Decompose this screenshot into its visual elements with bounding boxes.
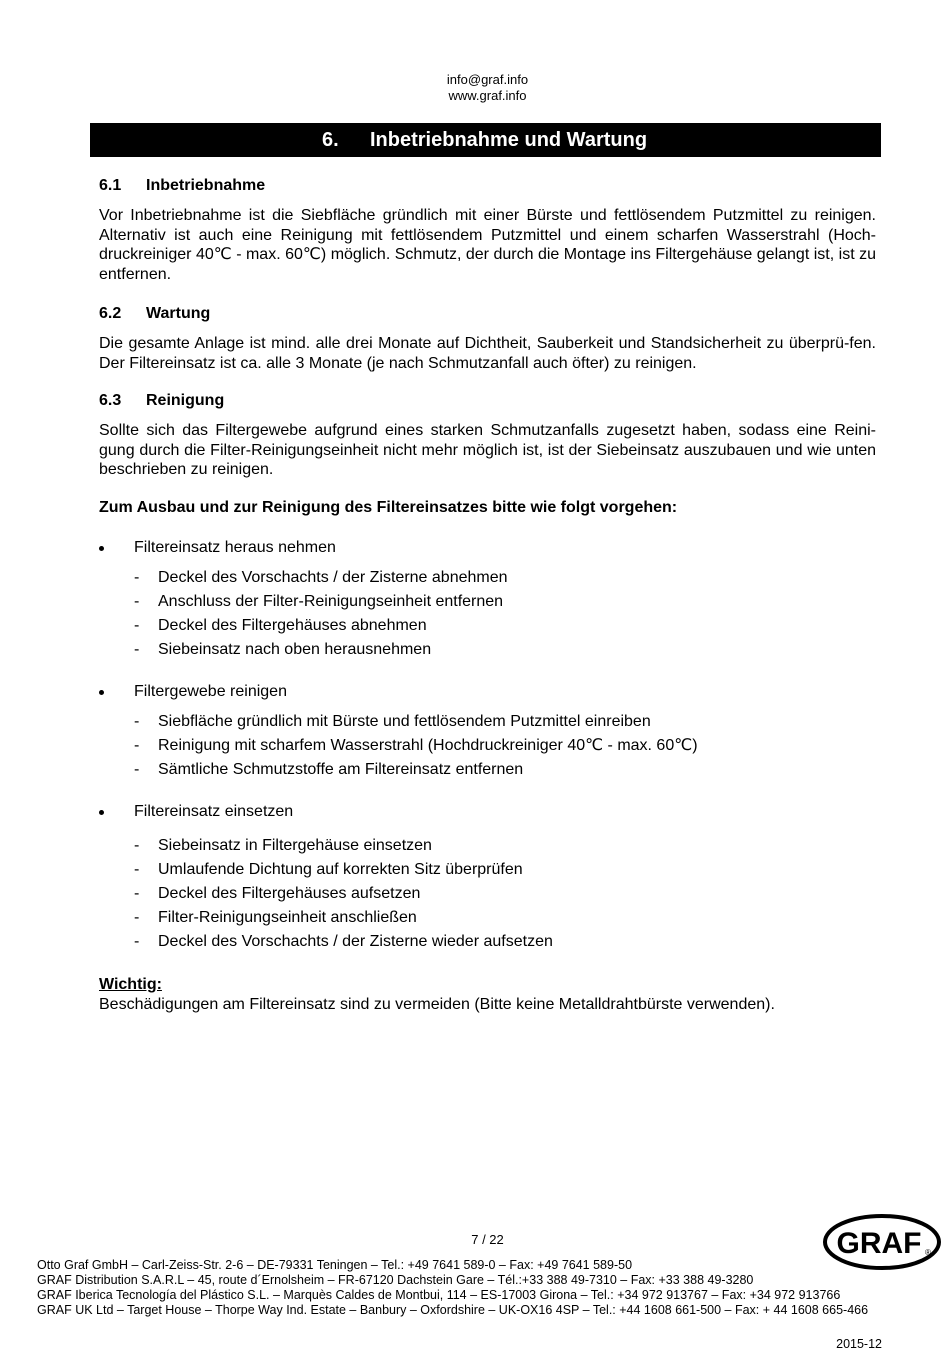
section-heading-6-1: [99, 176, 876, 196]
section-heading-6-2: [99, 304, 876, 324]
step-label: Filtereinsatz heraus nehmen: [134, 539, 336, 556]
step-bullet: [99, 538, 876, 558]
bullet-icon: [99, 690, 104, 695]
list-item-text: Deckel des Filtergehäuses abnehmen: [158, 617, 427, 634]
section-number: 6.2: [99, 305, 122, 322]
bullet-icon: [99, 810, 104, 815]
list-item: [99, 906, 876, 930]
step-subitems: [99, 834, 876, 954]
important-text: Beschädigungen am Filtereinsatz sind zu vermeiden (Bitte keine Metalldrahtbürste verwenden).: [99, 996, 775, 1013]
section-heading-6-3: [99, 391, 876, 411]
header-website: www.graf.info: [448, 88, 527, 103]
bullet-icon: [99, 546, 104, 551]
list-item: [99, 590, 876, 614]
list-item: [99, 710, 876, 734]
dash-marker: -: [134, 737, 140, 754]
header-email: info@graf.info: [446, 72, 529, 87]
dash-marker: -: [134, 641, 140, 658]
list-item: [99, 758, 876, 782]
list-item: [99, 858, 876, 882]
list-item: [99, 834, 876, 858]
dash-marker: -: [134, 761, 140, 778]
chapter-title-bar: [90, 123, 881, 157]
list-item-text: Filter-Reinigungseinheit anschließen: [158, 909, 417, 926]
graf-logo: [822, 1213, 942, 1271]
chapter-title: Inbetriebnahme und Wartung: [370, 129, 648, 151]
list-item-text: Sämtliche Schmutzstoffe am Filtereinsatz entfernen: [158, 761, 524, 778]
list-item-text: Umlaufende Dichtung auf korrekten Sitz überprüfen: [158, 861, 523, 878]
step-bullet: [99, 682, 876, 702]
dash-marker: -: [134, 861, 140, 878]
dash-marker: -: [134, 617, 140, 634]
page-content: [99, 176, 876, 1015]
step-bullet: [99, 802, 876, 822]
dash-marker: -: [134, 713, 140, 730]
dash-marker: -: [134, 569, 140, 586]
page-number: 7 / 22: [471, 1232, 504, 1247]
list-item: [99, 882, 876, 906]
list-item-text: Reinigung mit scharfem Wasserstrahl (Hochdruckreiniger 40℃ - max. 60℃): [158, 737, 698, 754]
section-title: Reinigung: [146, 392, 225, 409]
list-item: [99, 566, 876, 590]
dash-marker: -: [134, 933, 140, 950]
dash-marker: -: [134, 909, 140, 926]
list-item-text: Deckel des Filtergehäuses aufsetzen: [158, 885, 421, 902]
section-text-6-2: Die gesamte Anlage ist mind. alle drei Monate auf Dichtheit, Sauberkeit und Standsicherheit zu überprü-fen. Der Filtereinsatz ist ca. alle 3 Monate (je nach Schmutzanfall auch öfter) zu reinigen.: [99, 335, 876, 372]
section-number: 6.3: [99, 392, 122, 409]
footer-line: GRAF Distribution S.A.R.L – 45, route d´Ernolsheim – FR-67120 Dachstein Gare – Tél.:+33 388 49-7310 – Fax: +33 388 49-3280: [37, 1273, 754, 1287]
dash-marker: -: [134, 593, 140, 610]
section-title: Wartung: [146, 305, 211, 322]
dash-marker: -: [134, 885, 140, 902]
list-item-text: Deckel des Vorschachts / der Zisterne wieder aufsetzen: [158, 933, 553, 950]
list-item: [99, 930, 876, 954]
document-date: 2015-12: [836, 1337, 882, 1351]
section-number: 6.1: [99, 177, 122, 194]
instructions-heading: Zum Ausbau und zur Reinigung des Filtereinsatzes bitte wie folgt vorgehen:: [99, 498, 678, 516]
section-title: Inbetriebnahme: [146, 177, 266, 194]
header-contact: [0, 72, 950, 104]
step-label: Filtereinsatz einsetzen: [134, 803, 294, 820]
dash-marker: -: [134, 837, 140, 854]
footer-line: GRAF Iberica Tecnología del Plástico S.L. – Marquès Caldes de Montbui, 114 – ES-17003 Girona – Tel.: +34 972 913767 – Fax: +34 972 913766: [37, 1288, 841, 1302]
list-item: [99, 638, 876, 662]
chapter-number: 6.: [322, 129, 339, 151]
list-item-text: Siebeinsatz in Filtergehäuse einsetzen: [158, 837, 432, 854]
list-item: [99, 734, 876, 758]
footer-line: Otto Graf GmbH – Carl-Zeiss-Str. 2-6 – DE-79331 Teningen – Tel.: +49 7641 589-0 – Fax: +49 7641 589-50: [37, 1258, 633, 1272]
list-item-text: Siebfläche gründlich mit Bürste und fettlösendem Putzmittel einreiben: [158, 713, 651, 730]
section-text-6-1: Vor Inbetriebnahme ist die Siebfläche gründlich mit einer Bürste und fettlösendem Putzmittel zu reinigen. Alternativ ist auch eine Reinigung mit fettlösendem Putzmittel und einem scharfen Wasserstrahl (Hoch-druckreiniger 40℃ - max. 60℃) möglich. Schmutz, der durch die Montage ins Filtergehäuse gelangt ist, ist zu entfernen.: [99, 207, 876, 283]
step-subitems: [99, 710, 876, 782]
step-subitems: [99, 566, 876, 662]
footer-addresses: [37, 1258, 868, 1318]
list-item-text: Anschluss der Filter-Reinigungseinheit entfernen: [158, 593, 504, 610]
logo-registered-mark: ®: [925, 1248, 931, 1257]
important-label: Wichtig:: [99, 976, 162, 993]
step-label: Filtergewebe reinigen: [134, 683, 287, 700]
list-item: [99, 614, 876, 638]
list-item-text: Deckel des Vorschachts / der Zisterne abnehmen: [158, 569, 508, 586]
logo-text: GRAF: [836, 1227, 922, 1260]
list-item-text: Siebeinsatz nach oben herausnehmen: [158, 641, 432, 658]
section-text-6-3: Sollte sich das Filtergewebe aufgrund eines starken Schmutzanfalls zugesetzt haben, sodass eine Reini-gung durch die Filter-Reinigungseinheit nicht mehr möglich ist, ist der Siebeinsatz auszubauen und wie unten beschrieben zu reinigen.: [99, 422, 876, 478]
footer-line: GRAF UK Ltd – Target House – Thorpe Way Ind. Estate – Banbury – Oxfordshire – UK-OX16 4SP – Tel.: +44 1608 661-500 – Fax: + 44 1608 665-466: [37, 1303, 869, 1317]
